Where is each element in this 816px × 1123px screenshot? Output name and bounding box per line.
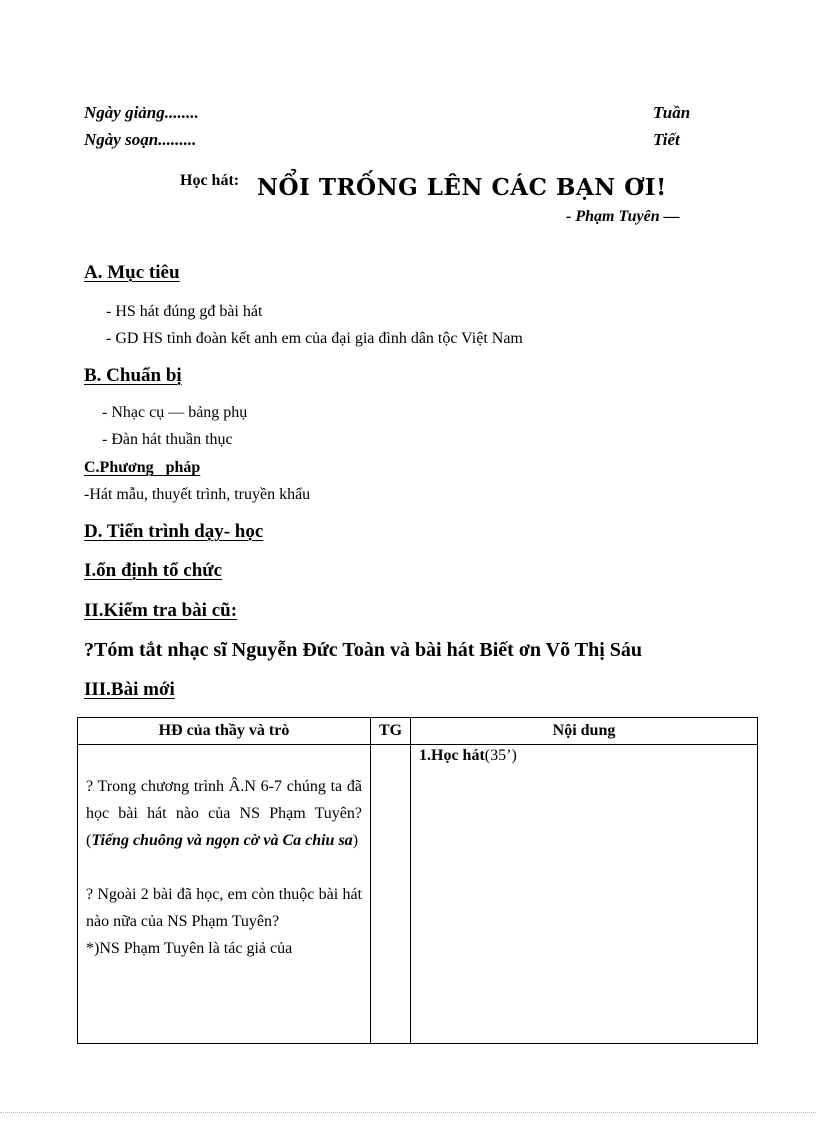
content-item-label: 1.Học hát <box>419 747 485 764</box>
col-header-activities: HĐ của thầy và trò <box>78 718 371 745</box>
section-i-title: I.ổn định tổ chức <box>84 560 223 581</box>
question-1: ? Trong chương trình Â.N 6-7 chúng ta đã học bài hát nào của NS Phạm Tuyên? (Tiếng chuông và ngọn cờ và Ca chiu sa) <box>86 778 362 849</box>
preparation-item: - Nhạc cụ — bảng phụ <box>102 404 248 421</box>
method-text: -Hát mẫu, thuyết trình, truyền khẩu <box>84 486 311 503</box>
song-author: - Phạm Tuyên — <box>566 208 680 225</box>
lesson-table <box>77 717 758 1044</box>
section-ii-title: II.Kiểm tra bài cũ: <box>84 600 238 621</box>
preparation-item: - Đàn hát thuần thục <box>102 431 233 448</box>
section-iii-title: III.Bài mới <box>84 679 175 700</box>
section-c-title: C.Phương pháp <box>84 459 201 476</box>
ngay-soan-label: Ngày soạn......... <box>84 130 197 149</box>
col-header-time: TG <box>371 718 411 745</box>
objective-item: - HS hát đúng gđ bài hát <box>106 303 263 320</box>
song-title: NỔI TRỐNG LÊN CÁC BẠN ƠI! <box>257 174 667 201</box>
content-cell <box>411 745 758 1044</box>
lesson-type-label: Học hát: <box>180 172 240 189</box>
time-cell <box>371 745 411 1044</box>
section-a-title: A. Mục tiêu <box>84 262 180 283</box>
section-b-title: B. Chuẩn bị <box>84 365 182 386</box>
note-3: *)NS Phạm Tuyên là tác giả của <box>86 940 293 957</box>
activities-cell <box>78 745 371 1044</box>
review-question: ?Tóm tắt nhạc sĩ Nguyễn Đức Toàn và bài hát Biết ơn Võ Thị Sáu <box>84 639 643 661</box>
objective-item: - GD HS tình đoàn kết anh em của đại gia đình dân tộc Việt Nam <box>106 330 523 347</box>
table-header-row <box>78 718 758 745</box>
ngay-giang-label: Ngày giảng........ <box>84 103 199 122</box>
tuan-label: Tuần <box>653 103 691 122</box>
section-d-title: D. Tiến trình dạy- học <box>84 521 264 542</box>
col-header-content: Nội dung <box>411 718 758 745</box>
table-row <box>78 745 758 1044</box>
content-item-time: (35’) <box>484 747 517 764</box>
page-bottom-divider <box>0 1112 816 1113</box>
question-1-answer: Tiếng chuông và ngọn cờ và Ca chiu sa <box>91 832 353 849</box>
question-2: ? Ngoài 2 bài đã học, em còn thuộc bài hát nào nữa của NS Phạm Tuyên? <box>86 886 362 930</box>
tiet-label: Tiết <box>653 130 680 149</box>
